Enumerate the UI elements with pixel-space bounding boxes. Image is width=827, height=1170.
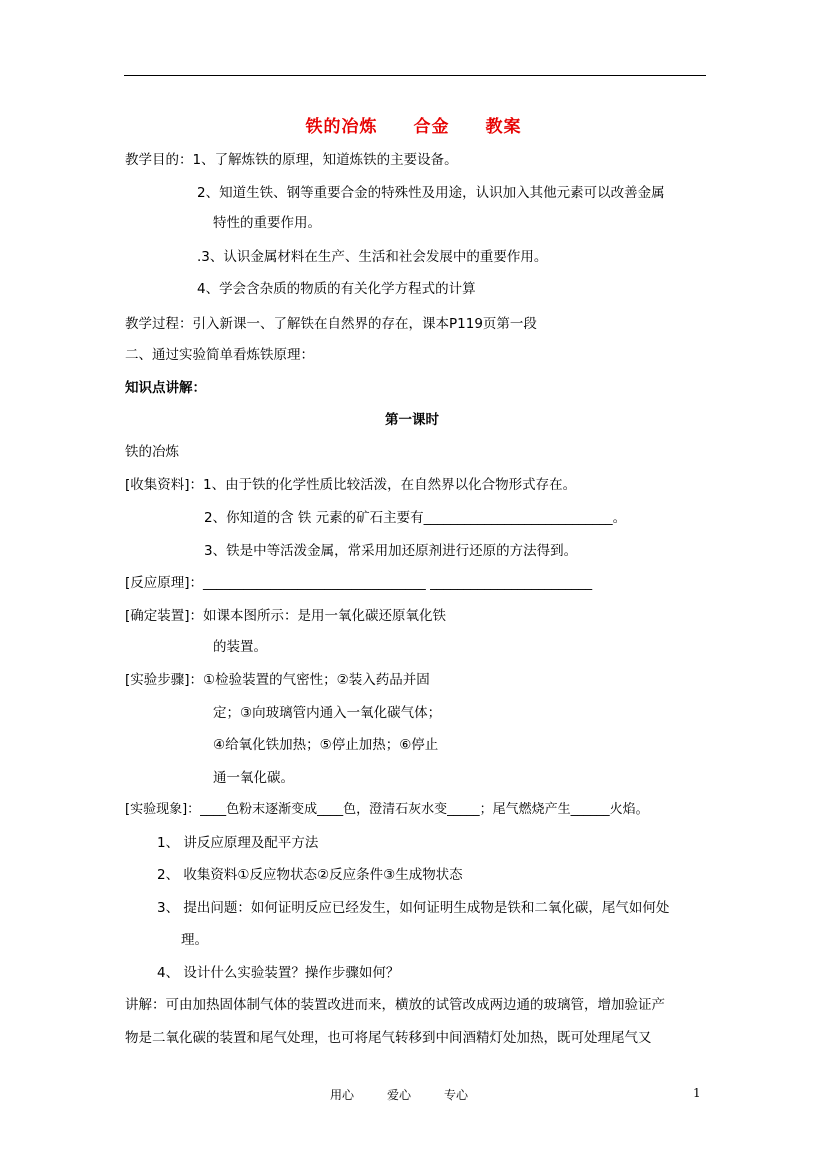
list-item: 3、 提出问题：如何证明反应已经发生，如何证明生成物是铁和二氧化碳，尾气如何处: [157, 900, 670, 916]
list-item: 2、 收集资料①反应物状态②反应条件③生成物状态: [157, 867, 463, 883]
footer-word: 用心: [330, 1088, 355, 1102]
header-rule: [124, 75, 706, 76]
body-line: 二、通过实验简单看炼铁原理：: [125, 347, 314, 363]
title-part-3: 教案: [485, 117, 522, 137]
list-item: 1、 讲反应原理及配平方法: [157, 835, 319, 851]
lesson-heading: 第一课时: [385, 412, 439, 428]
section-heading: 知识点讲解：: [125, 380, 206, 396]
body-line: 讲解：可由加热固体制气体的装置改进而来，横放的试管改成两边通的玻璃管，增加验证产: [125, 997, 665, 1013]
body-line: 定；③向玻璃管内通入一氧化碳气体；: [213, 705, 442, 721]
body-line: ④给氧化铁加热；⑤停止加热；⑥停止: [213, 737, 439, 753]
body-line: 通一氧化碳。: [213, 770, 294, 786]
body-line: 物是二氧化碳的装置和尾气处理，也可将尾气转移到中间酒精灯处加热，既可处理尾气又: [125, 1030, 652, 1046]
body-line: .3、认识金属材料在生产、生活和社会发展中的重要作用。: [197, 249, 548, 265]
body-line: 的装置。: [213, 639, 267, 655]
body-line: 教学过程：引入新课一、了解铁在自然界的存在，课本P119页第一段: [125, 316, 537, 332]
body-line: [反应原理]：_________________________________ ________________________: [125, 575, 593, 591]
body-line: 铁的冶炼: [125, 444, 179, 460]
body-line: [实验步骤]：①检验装置的气密性；②装入药品并固: [125, 672, 430, 688]
document-title: [0, 112, 827, 137]
title-part-2: 合金: [413, 117, 450, 137]
body-line: 2、知道生铁、钢等重要合金的特殊性及用途，认识加入其他元素可以改善金属: [197, 185, 665, 201]
body-line: 特性的重要作用。: [213, 215, 321, 231]
body-line: [实验现象]：____色粉末逐渐变成____色，澄清石灰水变_____；尾气燃烧产生______火焰。: [125, 802, 649, 817]
title-part-1: 铁的冶炼: [305, 117, 378, 137]
body-line: [收集资料]：1、由于铁的化学性质比较活泼，在自然界以化合物形式存在。: [125, 477, 577, 493]
body-line: 教学目的：1、了解炼铁的原理，知道炼铁的主要设备。: [125, 152, 458, 168]
list-item: 4、 设计什么实验装置？操作步骤如何？: [157, 965, 400, 981]
footer-word: 爱心: [387, 1088, 412, 1102]
footer-word: 专心: [444, 1088, 469, 1102]
body-line: 2、你知道的含 铁 元素的矿石主要有____________________________。: [204, 510, 627, 526]
body-line: 4、学会含杂质的物质的有关化学方程式的计算: [197, 281, 476, 297]
body-line: 3、铁是中等活泼金属，常采用加还原剂进行还原的方法得到。: [204, 543, 578, 559]
list-item-continuation: 理。: [181, 932, 208, 948]
page-number: 1: [693, 1086, 701, 1100]
body-line: [确定装置]：如课本图所示：是用一氧化碳还原氧化铁: [125, 608, 447, 624]
